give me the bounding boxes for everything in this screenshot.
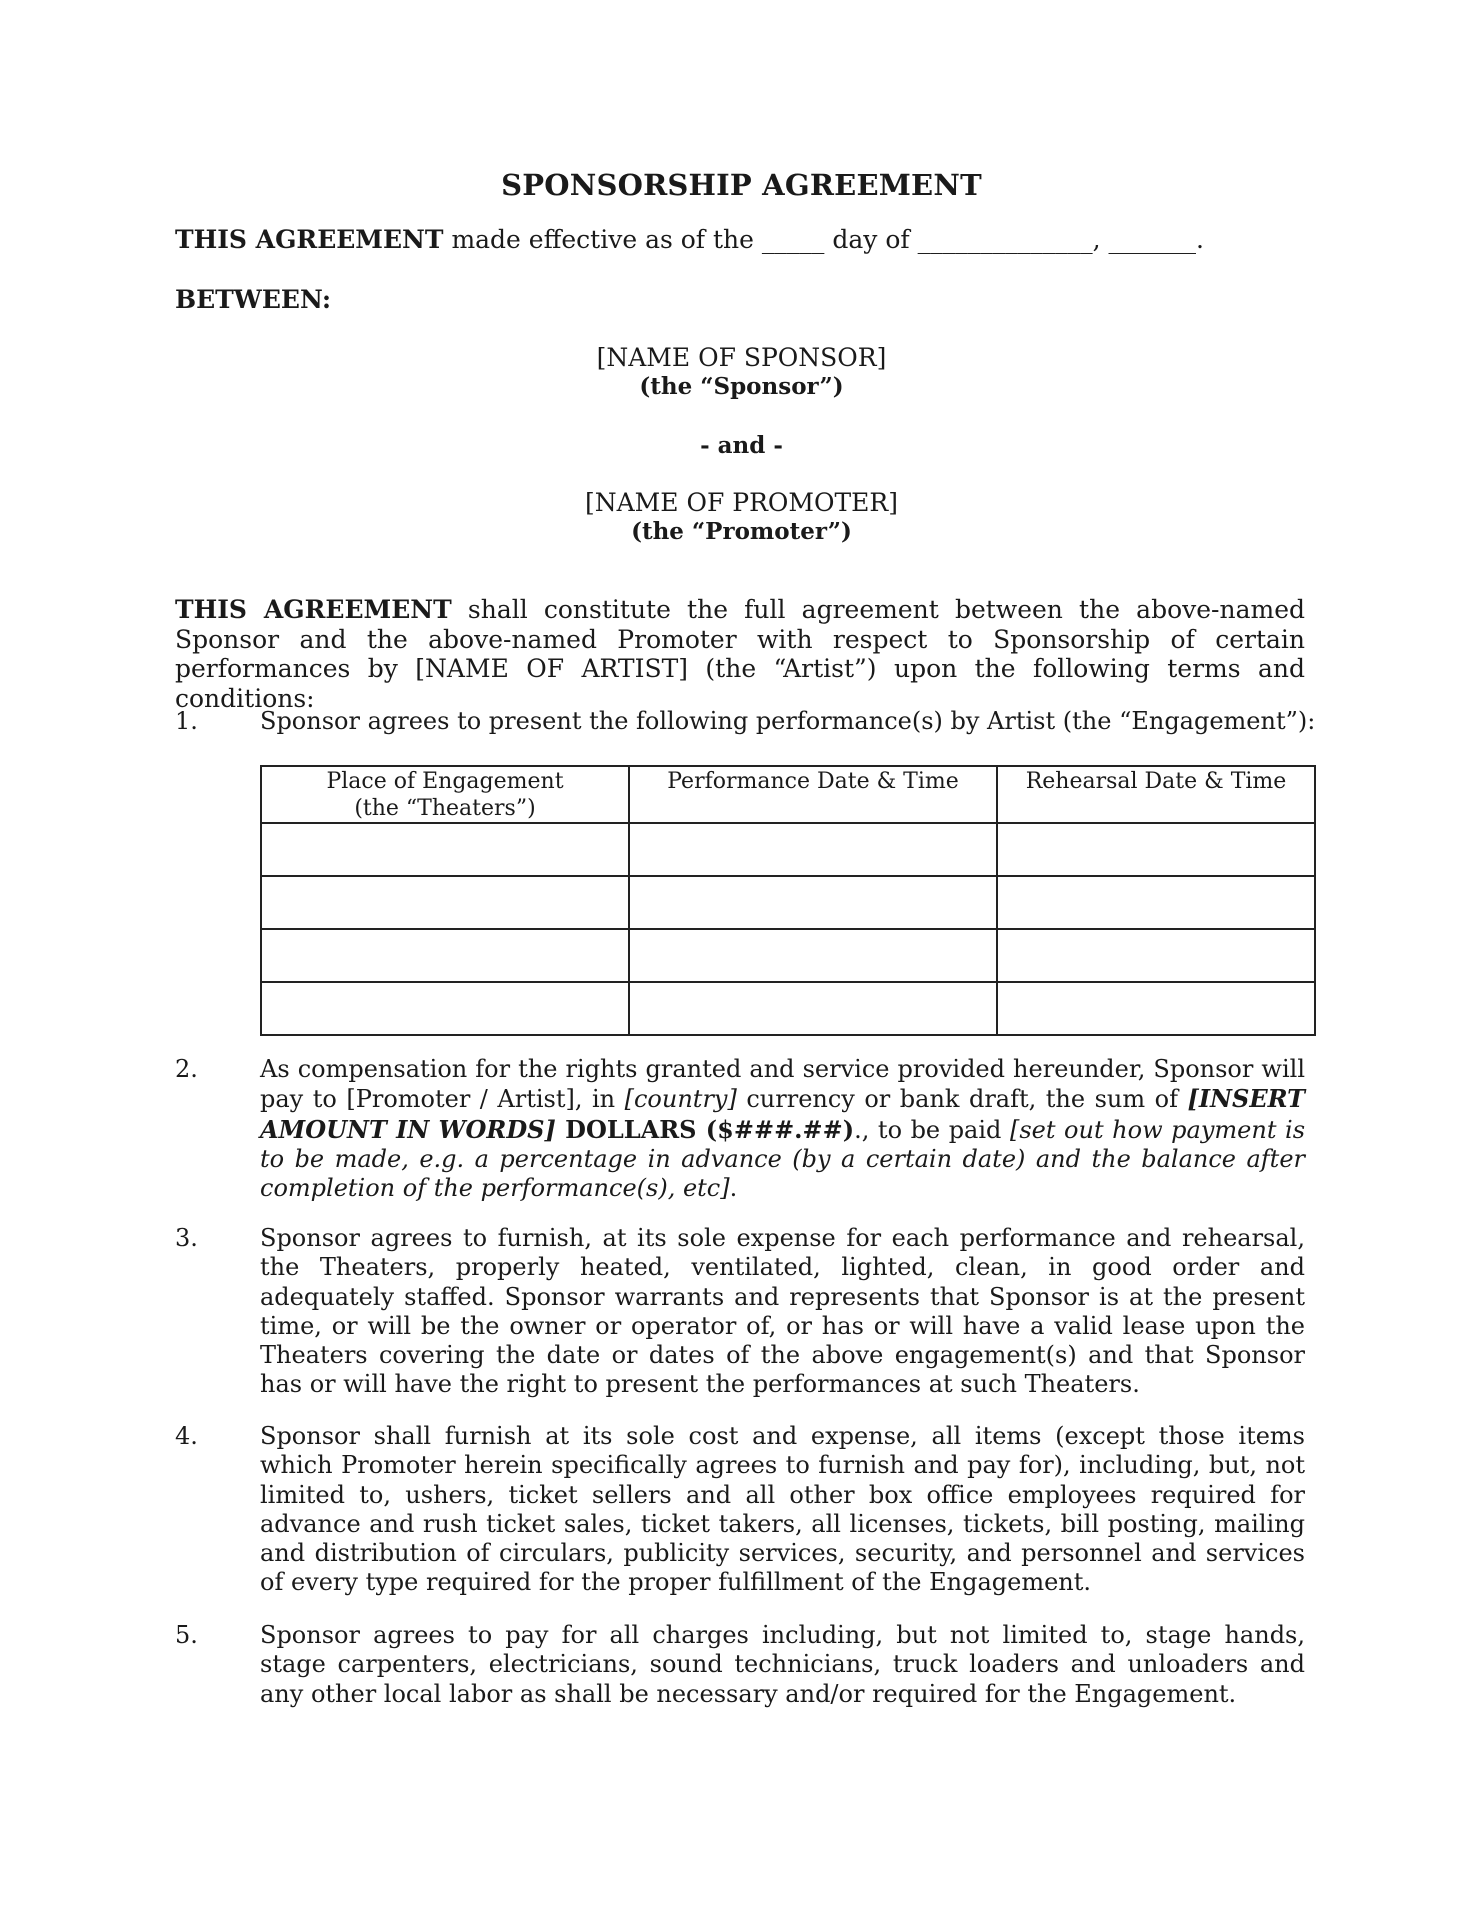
table-row bbox=[261, 823, 1315, 876]
clause-2-text: As compensation for the rights granted and service provided hereunder, Sponsor will pay to [Promoter / Artist], in [country] currency or bank draft, the sum of [INSERT AMOUNT IN WORDS] DOLLARS ($###.##)., to be paid [set out how payment is to be made, e.g. a percentage in advance (by a certain date) and the balance after completion of the performance(s), etc]. bbox=[260, 1055, 1306, 1203]
table-cell[interactable] bbox=[997, 876, 1315, 929]
effective-end: . bbox=[1195, 225, 1204, 254]
table-cell[interactable] bbox=[997, 929, 1315, 982]
table-cell[interactable] bbox=[629, 823, 997, 876]
table-cell[interactable] bbox=[629, 876, 997, 929]
clause-1-text: Sponsor agrees to present the following performance(s) by Artist (the “Engagement”): bbox=[260, 707, 1316, 735]
table-cell[interactable] bbox=[261, 929, 629, 982]
header-rehearsal-date-time: Rehearsal Date & Time bbox=[997, 766, 1315, 823]
table-cell[interactable] bbox=[997, 982, 1315, 1035]
month-blank: ______________ bbox=[917, 225, 1093, 254]
table-cell[interactable] bbox=[261, 982, 629, 1035]
header-place-of-engagement: Place of Engagement (the “Theaters”) bbox=[261, 766, 629, 823]
table-row bbox=[261, 876, 1315, 929]
table-cell[interactable] bbox=[261, 823, 629, 876]
effective-lead: THIS AGREEMENT bbox=[175, 225, 444, 254]
clause-2-number: 2. bbox=[175, 1055, 198, 1083]
clause-5-number: 5. bbox=[175, 1621, 198, 1649]
table-cell[interactable] bbox=[997, 823, 1315, 876]
clause-3-text: Sponsor agrees to furnish, at its sole expense for each performance and rehearsal, the Theaters, properly heated, ventilated, lighted, clean, in good order and adequately staffed. Sponsor warrants and represents that Sponsor is at the present time, or will be the owner or operator of, or has or will have a valid lease upon the Theaters covering the date or dates of the above engagement(s) and that Sponsor has or will have the right to present the performances at such Theaters. bbox=[260, 1224, 1305, 1399]
year-blank: _______ bbox=[1108, 225, 1196, 254]
between-label: BETWEEN: bbox=[175, 285, 332, 314]
engagement-table bbox=[260, 765, 1316, 1036]
header-performance-date-time: Performance Date & Time bbox=[629, 766, 997, 823]
effective-text-1: made effective as of the bbox=[443, 225, 762, 254]
intro-lead: THIS AGREEMENT bbox=[175, 595, 452, 624]
table-cell[interactable] bbox=[261, 876, 629, 929]
effective-date-line bbox=[175, 225, 1204, 254]
clause-4-number: 4. bbox=[175, 1422, 198, 1450]
clause-1-number: 1. bbox=[175, 707, 198, 735]
amount-words-placeholder: [INSERT AMOUNT IN WORDS] bbox=[260, 1084, 1305, 1144]
effective-comma: , bbox=[1092, 225, 1109, 254]
promoter-name: [NAME OF PROMOTER] bbox=[584, 488, 898, 517]
clause-3-number: 3. bbox=[175, 1224, 198, 1252]
table-row bbox=[261, 982, 1315, 1035]
table-cell[interactable] bbox=[629, 982, 997, 1035]
clause-5-text: Sponsor agrees to pay for all charges including, but not limited to, stage hands, stage carpenters, electricians, sound technicians, truck loaders and unloaders and any other local labor as shall be necessary and/or required for the Engagement. bbox=[260, 1621, 1305, 1708]
and-separator: - and - bbox=[700, 432, 783, 459]
intro-text: shall constitute the full agreement between the above-named Sponsor and the above-named Promoter with respect to Sponsorship of certain performances by [NAME OF ARTIST] (the “Artist”) upon the following terms and conditions: bbox=[175, 595, 1305, 713]
sponsor-name: [NAME OF SPONSOR] bbox=[596, 343, 887, 372]
promoter-alias: (the “Promoter”) bbox=[631, 518, 852, 545]
country-placeholder: [country] bbox=[624, 1085, 737, 1114]
day-blank: _____ bbox=[761, 225, 825, 254]
dollars-amount: DOLLARS ($###.##) bbox=[555, 1114, 855, 1144]
table-cell[interactable] bbox=[629, 929, 997, 982]
payment-terms-placeholder: [set out how payment is to be made, e.g. a percentage in advance (by a certain date) and the balance after completion of the performance(s), etc] bbox=[260, 1115, 1306, 1203]
clause-4-text: Sponsor shall furnish at its sole cost and expense, all items (except those items which Promoter herein specifically agrees to furnish and pay for), including, but, not limited to, ushers, ticket sellers and all other box office employees required for advance and rush ticket sales, ticket takers, all licenses, tickets, bill posting, mailing and distribution of circulars, publicity services, security, and personnel and services of every type required for the proper fulfillment of the Engagement. bbox=[260, 1422, 1305, 1597]
effective-text-2: day of bbox=[824, 225, 918, 254]
sponsor-alias: (the “Sponsor”) bbox=[639, 373, 844, 400]
intro-paragraph bbox=[175, 595, 1305, 713]
table-row bbox=[261, 929, 1315, 982]
document-title: SPONSORSHIP AGREEMENT bbox=[501, 168, 982, 202]
table-header-row bbox=[261, 766, 1315, 823]
